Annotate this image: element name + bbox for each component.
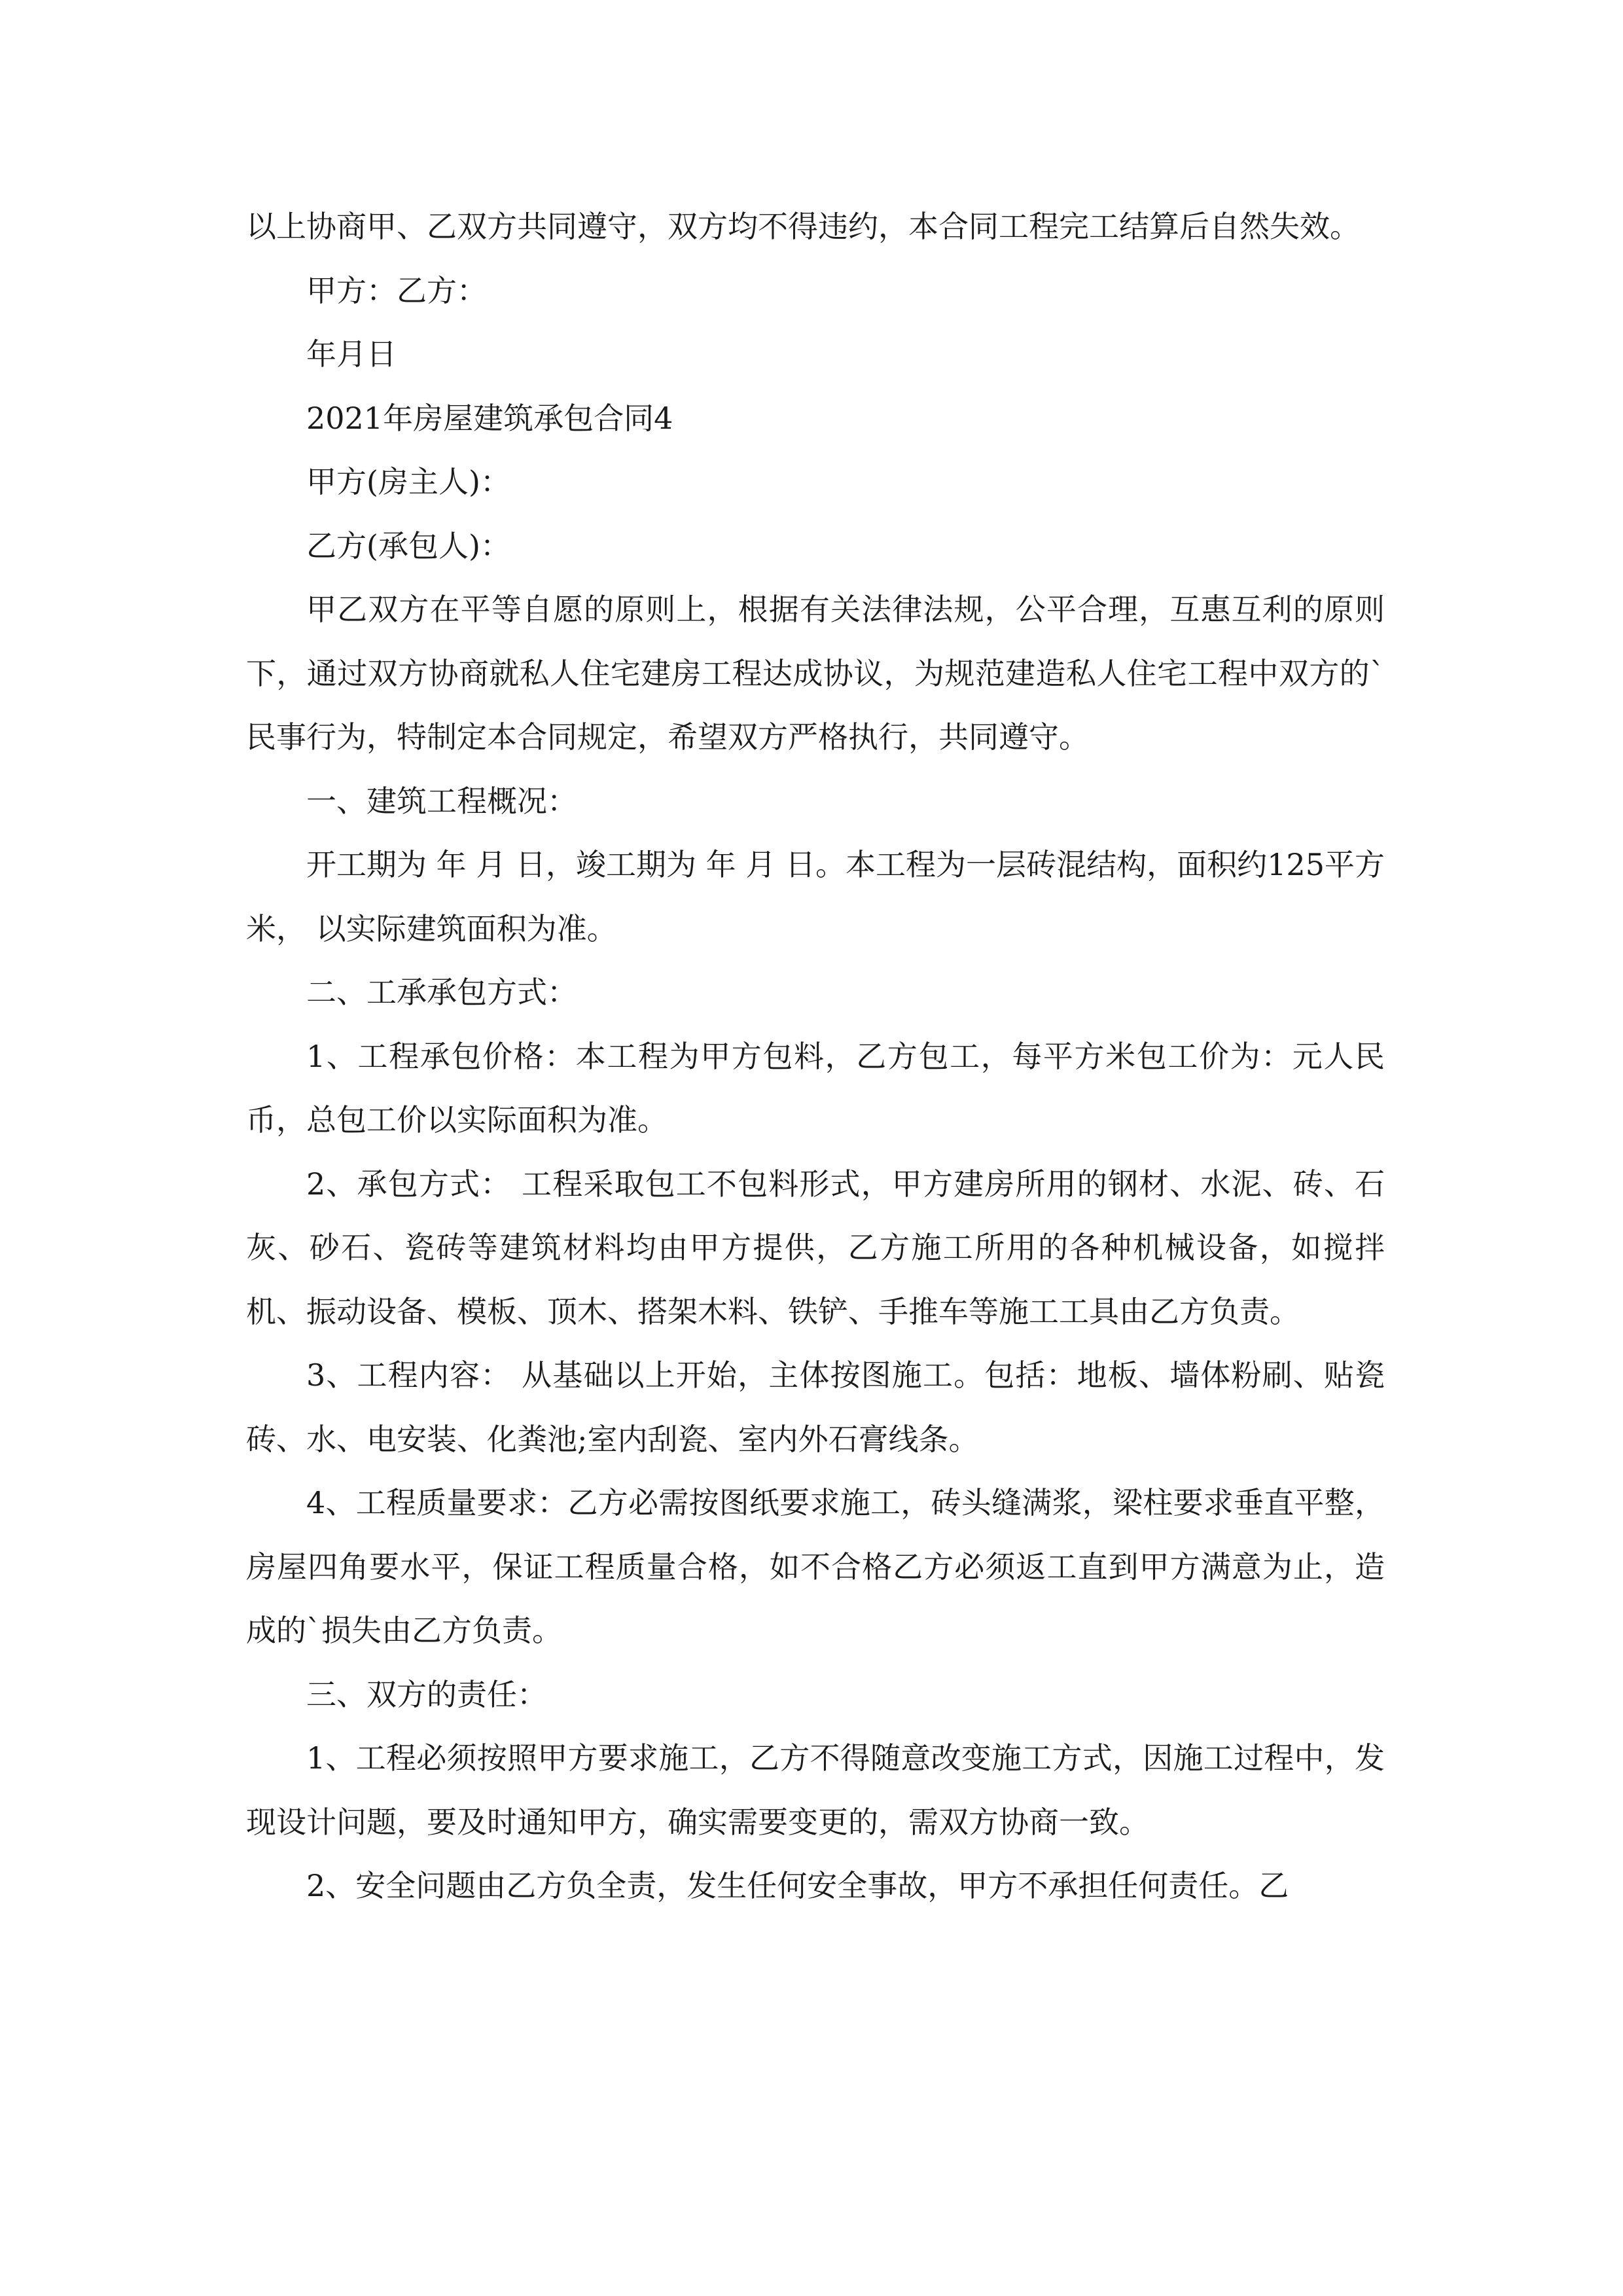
paragraph: 1、工程承包价格：本工程为甲方包料，乙方包工，每平方米包工价为：元人民币，总包工价以实际面积为准。 — [246, 1038, 1385, 1138]
paragraph: 3、工程内容： 从基础以上开始，主体按图施工。包括：地板、墙体粉刷、贴瓷砖、水、电安装、化粪池;室内刮瓷、室内外石膏线条。 — [246, 1357, 1385, 1457]
paragraph: 1、工程必须按照甲方要求施工，乙方不得随意改变施工方式，因施工过程中，发现设计问题，要及时通知甲方，确实需要变更的，需双方协商一致。 — [246, 1740, 1385, 1840]
section-heading: 二、工承承包方式： — [306, 975, 577, 1010]
paragraph: 年月日 — [306, 336, 397, 372]
paragraph: 甲方(房主人)： — [306, 464, 510, 499]
paragraph: 甲乙双方在平等自愿的原则上，根据有关法律法规，公平合理，互惠互利的原则下，通过双方协商就私人住宅建房工程达成协议，为规范建造私人住宅工程中双方的`民事行为，特制定本合同规定，希望双方严格执行，共同遵守。 — [246, 592, 1385, 755]
paragraph: 2、安全问题由乙方负全责，发生任何安全事故，甲方不承担任何责任。乙 — [306, 1868, 1289, 1903]
paragraph: 4、工程质量要求：乙方必需按图纸要求施工，砖头缝满浆，梁柱要求垂直平整，房屋四角要水平，保证工程质量合格，如不合格乙方必须返工直到甲方满意为止，造成的`损失由乙方负责。 — [246, 1485, 1385, 1648]
section-heading: 一、建筑工程概况： — [306, 783, 577, 819]
paragraph: 甲方：乙方： — [306, 272, 487, 308]
document-body — [246, 195, 1385, 1918]
paragraph: 开工期为 年 月 日，竣工期为 年 月 日。本工程为一层砖混结构，面积约125平方米， 以实际建筑面积为准。 — [246, 847, 1385, 946]
paragraph: 乙方(承包人)： — [306, 528, 510, 564]
paragraph: 以上协商甲、乙双方共同遵守，双方均不得违约，本合同工程完工结算后自然失效。 — [246, 209, 1360, 244]
section-heading: 三、双方的责任： — [306, 1676, 547, 1712]
section-title: 2021年房屋建筑承包合同4 — [306, 400, 673, 436]
paragraph: 2、承包方式： 工程采取包工不包料形式，甲方建房所用的钢材、水泥、砖、石灰、砂石、瓷砖等建筑材料均由甲方提供，乙方施工所用的各种机械设备，如搅拌机、振动设备、模板、顶木、搭架木料、铁铲、手推车等施工工具由乙方负责。 — [246, 1166, 1385, 1329]
